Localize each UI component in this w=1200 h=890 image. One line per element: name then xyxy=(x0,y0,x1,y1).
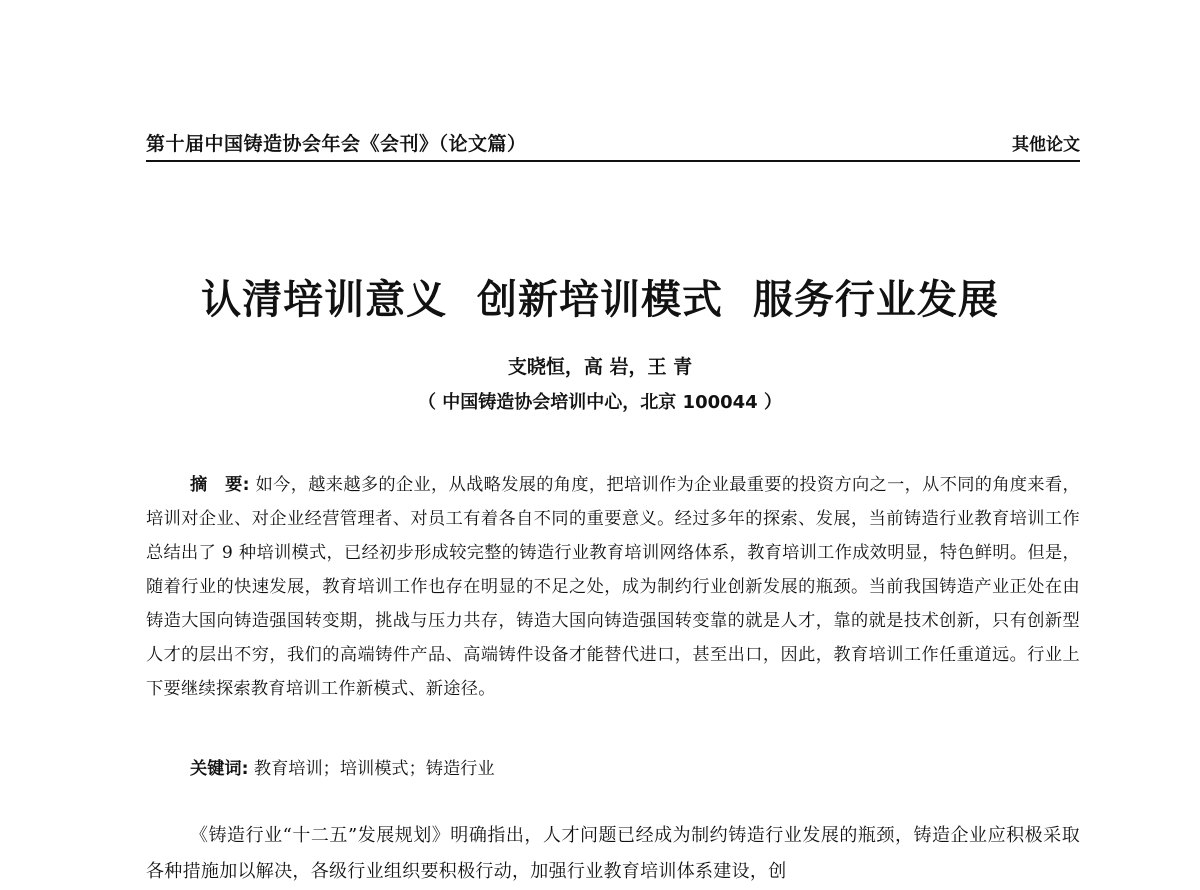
abstract xyxy=(146,468,1080,706)
paper-title: 认清培训意义 创新培训模式 服务行业发展 xyxy=(201,277,999,323)
journal-name: 第十届中国铸造协会年会《会刊》（论文篇） xyxy=(146,133,527,155)
keywords-label: 关键词: xyxy=(190,759,249,779)
abstract-text: 如今，越来越多的企业，从战略发展的角度，把培训作为企业最重要的投资方向之一，从不同的角度来看，培训对企业、对企业经营管理者、对员工有着各自不同的重要意义。经过多年的探索、发展，当前铸造行业教育培训工作总结出了 9 种培训模式，已经初步形成较完整的铸造行业教育培训网络体系，教育培训工作成效明显，特色鲜明。但是，随着行业的快速发展，教育培训工作也存在明显的不足之处，成为制约行业创新发展的瓶颈。当前我国铸造产业正处在由铸造大国向铸造强国转变期，挑战与压力共存，铸造大国向铸造强国转变靠的就是人才，靠的就是技术创新，只有创新型人才的层出不穷，我们的高端铸件产品、高端铸件设备才能替代进口，甚至出口，因此，教育培训工作任重道远。行业上下要继续探索教育培训工作新模式、新途径。 xyxy=(146,475,1080,699)
keywords xyxy=(190,752,1080,786)
running-header xyxy=(146,127,1080,159)
paper-affiliation: （ 中国铸造协会培训中心，北京 100044 ） xyxy=(418,392,782,413)
keywords-text: 教育培训；培训模式；铸造行业 xyxy=(248,759,495,779)
body-paragraph: 《铸造行业“十二五”发展规划》明确指出，人才问题已经成为制约铸造行业发展的瓶颈，铸造企业应积极采取各种措施加以解决，各级行业组织要积极行动，加强行业教育培训体系建设，创 xyxy=(146,825,1080,882)
header-rule xyxy=(146,160,1080,162)
section-name: 其他论文 xyxy=(1012,135,1080,155)
paper-authors: 支晓恒，高 岩，王 青 xyxy=(507,356,693,378)
abstract-label: 摘 要: xyxy=(190,475,250,495)
